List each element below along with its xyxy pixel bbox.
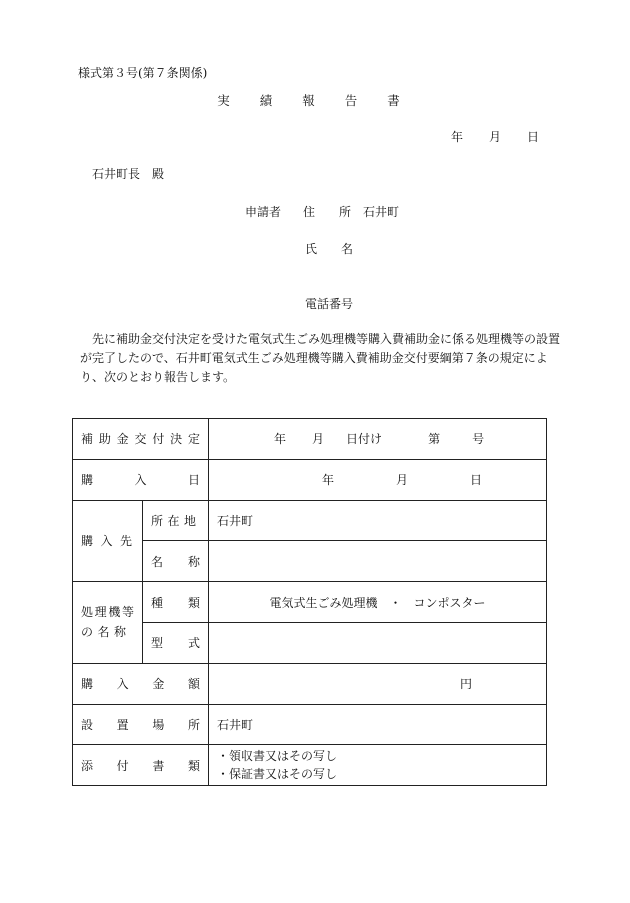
table-row bbox=[73, 419, 547, 460]
decision-label bbox=[81, 430, 200, 447]
label-char: 名 bbox=[151, 554, 164, 569]
label-char: 購 bbox=[81, 473, 94, 488]
applicant-name-row bbox=[305, 240, 353, 257]
applicant-label: 申請者 bbox=[245, 205, 282, 219]
label-char: 設 bbox=[81, 717, 94, 732]
addressee: 石井町長 殿 bbox=[92, 167, 165, 181]
label-char: 所 bbox=[187, 717, 200, 732]
label-char: 付 bbox=[152, 432, 165, 447]
device-type-label-cell bbox=[143, 582, 209, 623]
table-row bbox=[73, 622, 547, 663]
submission-date bbox=[451, 128, 539, 145]
applicant-address-row bbox=[245, 203, 399, 220]
report-table bbox=[72, 418, 547, 786]
form-number: 様式第３号(第７条関係) bbox=[78, 66, 208, 80]
device-model-value bbox=[209, 622, 547, 663]
table-row bbox=[73, 459, 547, 500]
table-row bbox=[73, 582, 547, 623]
label-char: 種 bbox=[151, 595, 164, 610]
label-char: 称 bbox=[188, 554, 201, 569]
amount-label bbox=[81, 675, 200, 692]
label-char: 所 bbox=[151, 513, 164, 528]
decision-year: 年 bbox=[274, 432, 287, 447]
purchase-day: 日 bbox=[470, 473, 483, 488]
attachments-label-cell bbox=[73, 745, 209, 786]
report-body bbox=[80, 330, 560, 387]
decision-value bbox=[217, 430, 538, 447]
label-char: 定 bbox=[187, 432, 200, 447]
label-char: 書 bbox=[152, 758, 165, 773]
location-value: 石井町 bbox=[209, 704, 547, 745]
label-char: 入 bbox=[100, 534, 113, 549]
device-label-line1 bbox=[81, 602, 134, 622]
device-label-cell bbox=[73, 582, 143, 664]
attachments-label bbox=[81, 757, 200, 774]
decision-label-cell bbox=[73, 419, 209, 460]
label-char: 型 bbox=[151, 636, 164, 651]
date-day: 日 bbox=[527, 130, 540, 144]
vendor-address-label-cell bbox=[143, 500, 209, 541]
label-char: 類 bbox=[188, 595, 201, 610]
label-char: 助 bbox=[98, 432, 111, 447]
location-label-cell bbox=[73, 704, 209, 745]
amount-value-cell bbox=[209, 663, 547, 704]
device-label-line2 bbox=[81, 622, 134, 642]
purchase-year: 年 bbox=[322, 473, 335, 488]
label-char: 理 bbox=[94, 605, 107, 620]
vendor-name-label-cell bbox=[143, 541, 209, 582]
label-char: の bbox=[81, 625, 94, 640]
label-char: 称 bbox=[113, 625, 126, 640]
label-char: 式 bbox=[188, 636, 201, 651]
decision-go: 号 bbox=[472, 432, 485, 447]
label-char: 在 bbox=[167, 513, 180, 528]
purchase-month: 月 bbox=[396, 473, 409, 488]
purchase-date-label bbox=[81, 471, 200, 488]
label-char: 入 bbox=[116, 677, 129, 692]
label-char: 補 bbox=[81, 432, 94, 447]
name-label: 氏 名 bbox=[305, 242, 354, 256]
amount-unit: 円 bbox=[460, 677, 473, 692]
label-char: 付 bbox=[116, 758, 129, 773]
table-row bbox=[73, 500, 547, 541]
table-row bbox=[73, 541, 547, 582]
label-char: 日 bbox=[188, 473, 201, 488]
location-label bbox=[81, 716, 200, 733]
device-model-label-cell bbox=[143, 622, 209, 663]
label-char: 金 bbox=[116, 432, 129, 447]
date-year: 年 bbox=[451, 130, 464, 144]
attachment-item: ・領収書又はその写し bbox=[217, 749, 338, 764]
label-char: 処 bbox=[81, 605, 94, 620]
decision-value-cell bbox=[209, 419, 547, 460]
label-char: 場 bbox=[152, 717, 165, 732]
label-char: 金 bbox=[152, 677, 165, 692]
decision-dai: 第 bbox=[428, 432, 441, 447]
document-title: 実 績 報 告 書 bbox=[217, 93, 413, 108]
label-char: 決 bbox=[170, 432, 183, 447]
device-type-value: 電気式生ごみ処理機 ・ コンポスター bbox=[209, 582, 547, 623]
label-char: 入 bbox=[134, 473, 147, 488]
attachment-item: ・保証書又はその写し bbox=[217, 767, 338, 782]
table-row bbox=[73, 745, 547, 786]
label-char: 先 bbox=[119, 534, 132, 549]
date-month: 月 bbox=[489, 130, 502, 144]
label-char: 交 bbox=[134, 432, 147, 447]
vendor-label-cell bbox=[73, 500, 143, 582]
amount-label-cell bbox=[73, 663, 209, 704]
vendor-name-value bbox=[209, 541, 547, 582]
device-model-label bbox=[151, 634, 200, 651]
report-body-text: 先に補助金交付決定を受けた電気式生ごみ処理機等購入費補助金に係る処理機等の設置が完了したので、石井町電気式生ごみ処理機等購入費補助金交付要綱第７条の規定により、次のとおり報告します。 bbox=[80, 332, 561, 384]
label-char: 機 bbox=[108, 605, 121, 620]
label-char: 類 bbox=[187, 758, 200, 773]
purchase-date-value-cell bbox=[209, 459, 547, 500]
purchase-date-label-cell bbox=[73, 459, 209, 500]
label-char: 購 bbox=[81, 677, 94, 692]
vendor-name-label bbox=[151, 553, 200, 570]
label-char: 額 bbox=[187, 677, 200, 692]
table-row bbox=[73, 663, 547, 704]
address-value: 石井町 bbox=[363, 205, 400, 219]
vendor-address-label bbox=[151, 512, 200, 529]
phone-label: 電話番号 bbox=[305, 297, 354, 311]
decision-dated: 日付け bbox=[346, 432, 383, 447]
table-row bbox=[73, 704, 547, 745]
label-char: 購 bbox=[81, 534, 94, 549]
address-label: 住 所 bbox=[303, 205, 352, 219]
label-char: 等 bbox=[121, 605, 134, 620]
device-type-label bbox=[151, 594, 200, 611]
purchase-date-value bbox=[217, 471, 538, 488]
vendor-address-value: 石井町 bbox=[209, 500, 547, 541]
decision-month: 月 bbox=[312, 432, 325, 447]
label-char: 地 bbox=[184, 513, 197, 528]
label-char: 名 bbox=[97, 625, 110, 640]
vendor-label bbox=[81, 532, 134, 549]
applicant-phone-row bbox=[305, 295, 353, 312]
label-char: 添 bbox=[81, 758, 94, 773]
attachments-list bbox=[209, 745, 547, 786]
label-char: 置 bbox=[116, 717, 129, 732]
